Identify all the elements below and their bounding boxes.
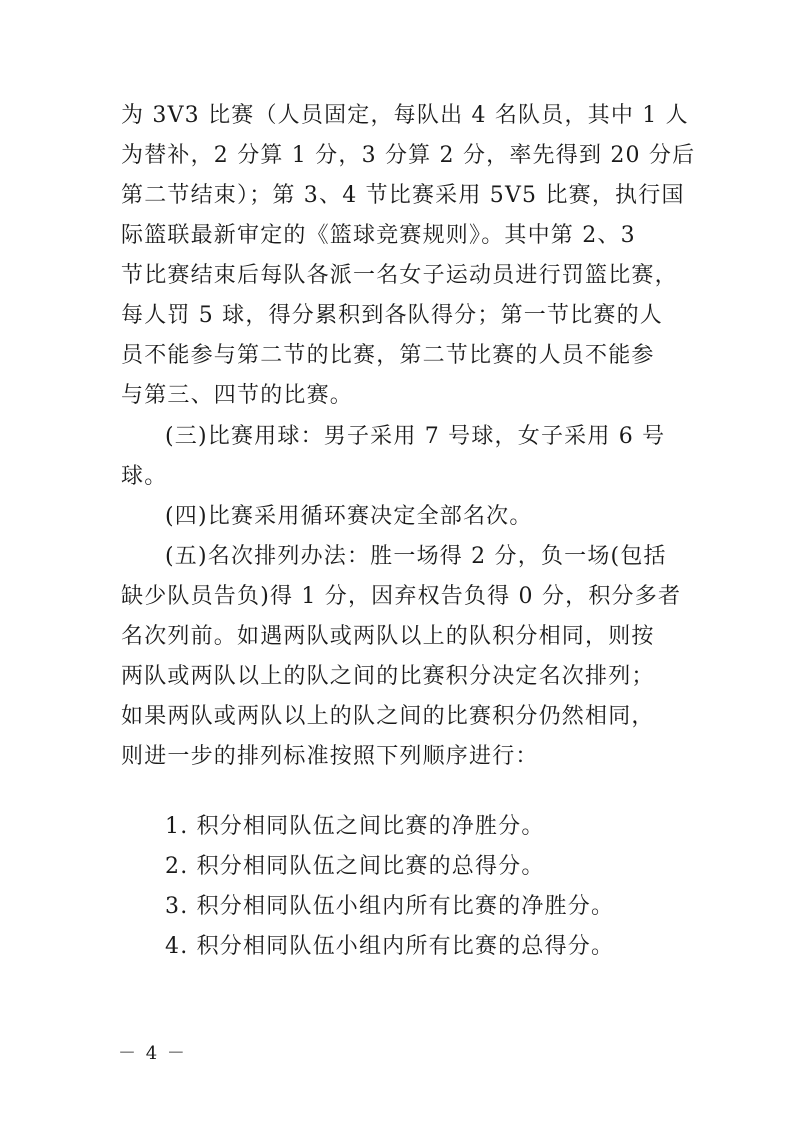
section-heading-line: (三)比赛用球：男子采用 7 号球，女子采用 6 号 bbox=[165, 424, 666, 449]
paragraph-line: 与第三、四节的比赛。 bbox=[121, 383, 354, 408]
paragraph-line: 缺少队员告负)得 1 分，因弃权告负得 0 分，积分多者 bbox=[121, 584, 682, 609]
paragraph-line: 球。 bbox=[121, 464, 168, 489]
paragraph-line: 每人罚 5 球，得分累积到各队得分；第一节比赛的人 bbox=[121, 303, 663, 328]
paragraph-line: 为 3V3 比赛（人员固定，每队出 4 名队员，其中 1 人 bbox=[121, 103, 689, 128]
section-heading-line: (四)比赛采用循环赛决定全部名次。 bbox=[165, 504, 533, 529]
list-item: 3. 积分相同队伍小组内所有比赛的净胜分。 bbox=[165, 894, 615, 919]
paragraph-line: 为替补，2 分算 1 分，3 分算 2 分，率先得到 20 分后 bbox=[121, 143, 696, 168]
section-heading-line: (五)名次排列办法：胜一场得 2 分，负一场(包括 bbox=[165, 544, 667, 569]
paragraph-line: 如果两队或两队以上的队之间的比赛积分仍然相同， bbox=[121, 704, 655, 729]
paragraph-line: 际篮联最新审定的《篮球竞赛规则》。其中第 2、3 bbox=[121, 223, 636, 248]
page-number: － 4 － bbox=[118, 1043, 187, 1064]
paragraph-line: 两队或两队以上的队之间的比赛积分决定名次排列； bbox=[121, 664, 655, 689]
list-item: 2. 积分相同队伍之间比赛的总得分。 bbox=[165, 854, 545, 879]
paragraph-line: 员不能参与第二节的比赛，第二节比赛的人员不能参 bbox=[121, 343, 655, 368]
paragraph-line: 第二节结束）；第 3、4 节比赛采用 5V5 比赛，执行国 bbox=[121, 183, 685, 208]
paragraph-line: 名次列前。如遇两队或两队以上的队积分相同，则按 bbox=[121, 624, 655, 649]
list-item: 4. 积分相同队伍小组内所有比赛的总得分。 bbox=[165, 934, 615, 959]
paragraph-line: 节比赛结束后每队各派一名女子运动员进行罚篮比赛， bbox=[121, 263, 678, 288]
list-item: 1. 积分相同队伍之间比赛的净胜分。 bbox=[165, 814, 545, 839]
paragraph-line: 则进一步的排列标准按照下列顺序进行： bbox=[121, 744, 539, 769]
